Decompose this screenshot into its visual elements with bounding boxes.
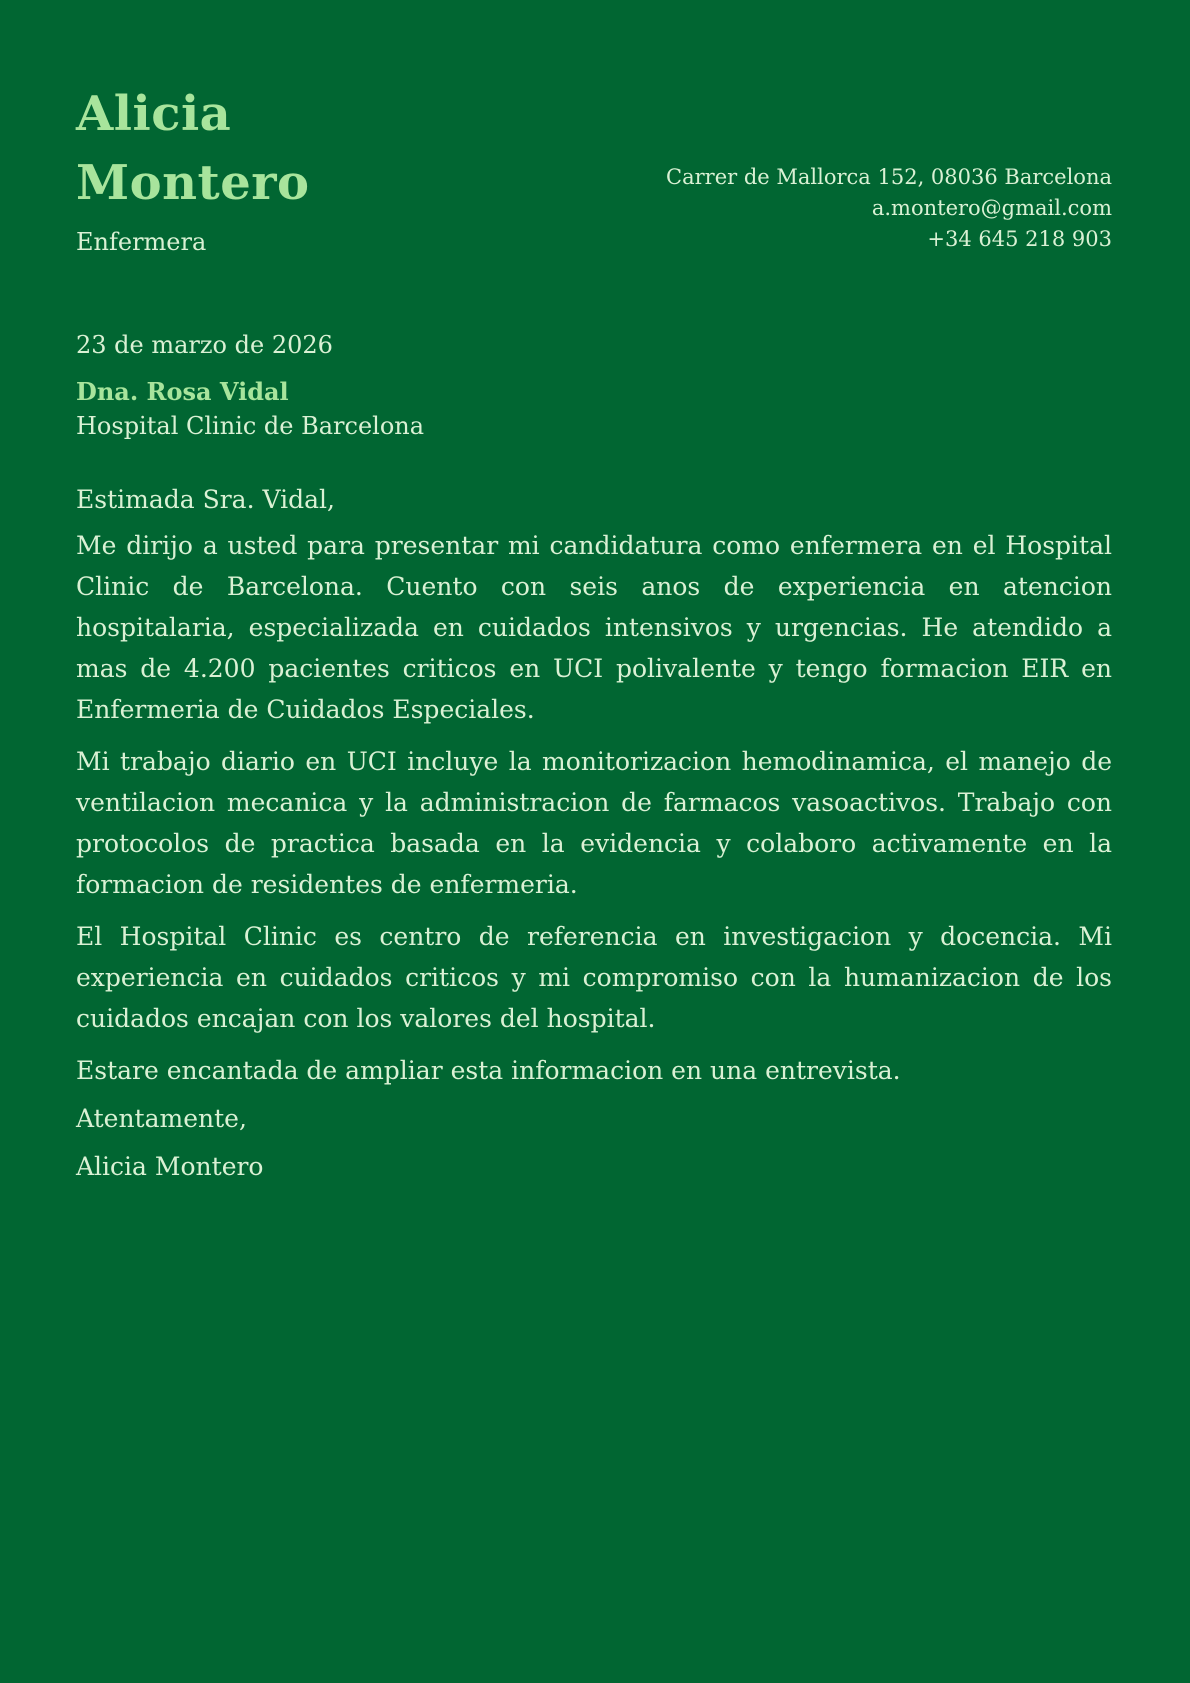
contact-phone: +34 645 218 903 [927, 227, 1112, 251]
closing-line: Estare encantada de ampliar esta informacion en una entrevista. [76, 1056, 901, 1085]
letter-body [76, 327, 1112, 1187]
signature-name: Alicia Montero [76, 1152, 264, 1181]
signoff: Atentamente, [76, 1104, 247, 1133]
sender-job-title: Enfermera [76, 228, 207, 256]
contact-block [666, 162, 1112, 257]
recipient-block [76, 373, 1112, 443]
sender-identity [76, 80, 310, 257]
sender-last-name: Montero [76, 155, 310, 211]
recipient-organization: Hospital Clinic de Barcelona [76, 412, 425, 440]
contact-address: Carrer de Mallorca 152, 08036 Barcelona [666, 165, 1112, 189]
letter-date: 23 de marzo de 2026 [76, 331, 333, 359]
sender-first-name: Alicia [76, 86, 232, 142]
salutation: Estimada Sra. Vidal, [76, 485, 335, 514]
recipient-name: Dna. Rosa Vidal [76, 377, 289, 406]
body-paragraph-3: El Hospital Clinic es centro de referencia en investigacion y docencia. Mi experiencia en cuidados criticos y mi compromiso con la humanizacion de los cuidados encajan con los valores del hospital. [76, 922, 1112, 1033]
sender-name [76, 80, 310, 218]
body-paragraph-1: Me dirijo a usted para presentar mi candidatura como enfermera en el Hospital Clinic de Barcelona. Cuento con seis anos de experiencia en atencion hospitalaria, especializada en cuidados intensivos y urgencias. He atendido a mas de 4.200 pacientes criticos en UCI polivalente y tengo formacion EIR en Enfermeria de Cuidados Especiales. [76, 531, 1112, 724]
contact-email: a.montero@gmail.com [871, 196, 1112, 220]
letter-header [76, 80, 1112, 257]
body-paragraph-2: Mi trabajo diario en UCI incluye la monitorizacion hemodinamica, el manejo de ventilacion mecanica y la administracion de farmacos vasoactivos. Trabajo con protocolos de practica basada en la evidencia y colaboro activamente en la formacion de residentes de enfermeria. [76, 747, 1112, 899]
